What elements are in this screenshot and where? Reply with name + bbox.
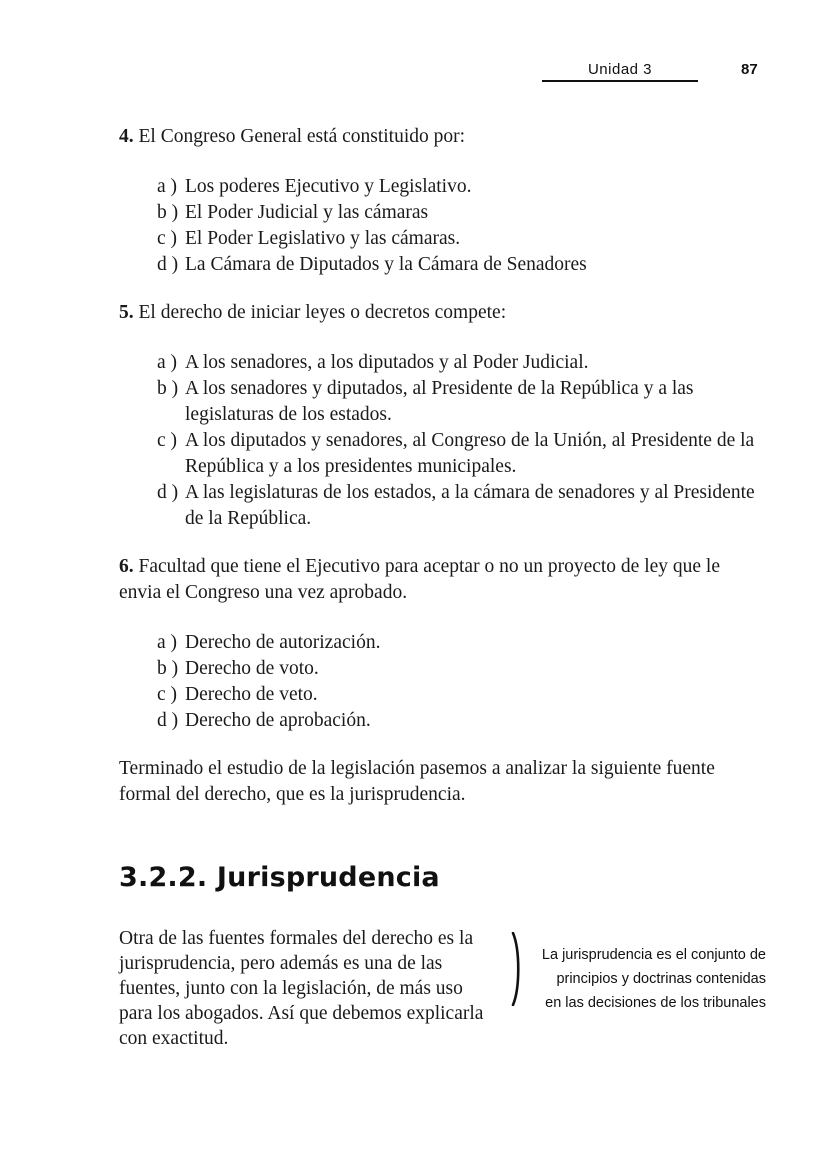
page-header xyxy=(0,58,828,88)
option-letter: c ) xyxy=(157,430,178,451)
question-text: El derecho de iniciar leyes o decretos compete: xyxy=(138,302,507,323)
section-paragraph: Otra de las fuentes formales del derecho es la jurisprudencia, pero además es una de las fuentes, junto con la legislación, de más uso para los abogados. Así que debemos explicarla con exactitud. xyxy=(119,928,484,1049)
transition-paragraph: Terminado el estudio de la legislación pasemos a analizar la siguiente fuente formal del derecho, que es la jurisprudencia. xyxy=(119,758,715,805)
unit-label: Unidad 3 xyxy=(587,61,653,78)
option-text: A los senadores y diputados, al Presidente de la República y a las legislaturas de los estados. xyxy=(185,378,694,425)
option-c xyxy=(157,428,759,480)
question-4-options xyxy=(119,174,759,278)
option-text: Los poderes Ejecutivo y Legislativo. xyxy=(185,176,472,197)
question-number: 5. xyxy=(119,302,134,323)
section-title: 3.2.2. Jurisprudencia xyxy=(119,862,440,893)
option-b xyxy=(157,656,759,682)
option-letter: c ) xyxy=(157,684,178,705)
option-letter: b ) xyxy=(157,202,179,223)
option-text: El Poder Judicial y las cámaras xyxy=(185,202,429,223)
question-6 xyxy=(119,554,759,606)
option-text: Derecho de veto. xyxy=(185,684,318,705)
option-letter: a ) xyxy=(157,632,178,653)
option-d xyxy=(157,252,759,278)
bracket-divider xyxy=(510,932,524,1006)
option-c xyxy=(157,682,759,708)
question-text: Facultad que tiene el Ejecutivo para aceptar o no un proyecto de ley que le envia el Congreso una vez aprobado. xyxy=(119,556,721,603)
option-letter: d ) xyxy=(157,710,179,731)
option-letter: c ) xyxy=(157,228,178,249)
option-letter: d ) xyxy=(157,254,179,275)
option-b xyxy=(157,200,759,226)
option-text: Derecho de autorización. xyxy=(185,632,381,653)
option-text: El Poder Legislativo y las cámaras. xyxy=(185,228,461,249)
option-letter: d ) xyxy=(157,482,179,503)
question-6-options xyxy=(119,630,759,734)
question-5-options xyxy=(119,350,759,532)
option-letter: a ) xyxy=(157,176,178,197)
question-4 xyxy=(119,124,759,150)
option-d xyxy=(157,708,759,734)
option-text: Derecho de aprobación. xyxy=(185,710,371,731)
option-text: A los diputados y senadores, al Congreso de la Unión, al Presidente de la República y a los presidentes municipales. xyxy=(185,430,755,477)
option-letter: b ) xyxy=(157,658,179,679)
option-a xyxy=(157,174,759,200)
option-text: Derecho de voto. xyxy=(185,658,319,679)
option-text: La Cámara de Diputados y la Cámara de Senadores xyxy=(185,254,587,275)
question-number: 4. xyxy=(119,126,134,147)
page-number: 87 xyxy=(741,61,758,78)
question-5 xyxy=(119,300,759,326)
questions-section xyxy=(119,124,759,808)
option-b xyxy=(157,376,759,428)
option-d xyxy=(157,480,759,532)
option-letter: b ) xyxy=(157,378,179,399)
option-a xyxy=(157,630,759,656)
option-c xyxy=(157,226,759,252)
option-a xyxy=(157,350,759,376)
question-number: 6. xyxy=(119,556,134,577)
option-text: A las legislaturas de los estados, a la cámara de senadores y al Presidente de la República. xyxy=(185,482,755,529)
margin-definition-note: La jurisprudencia es el conjunto de principios y doctrinas contenidas en las decisiones de los tribunales xyxy=(541,947,766,1011)
question-text: El Congreso General está constituido por: xyxy=(138,126,466,147)
option-text: A los senadores, a los diputados y al Poder Judicial. xyxy=(185,352,589,373)
header-rule xyxy=(542,80,698,82)
option-letter: a ) xyxy=(157,352,178,373)
